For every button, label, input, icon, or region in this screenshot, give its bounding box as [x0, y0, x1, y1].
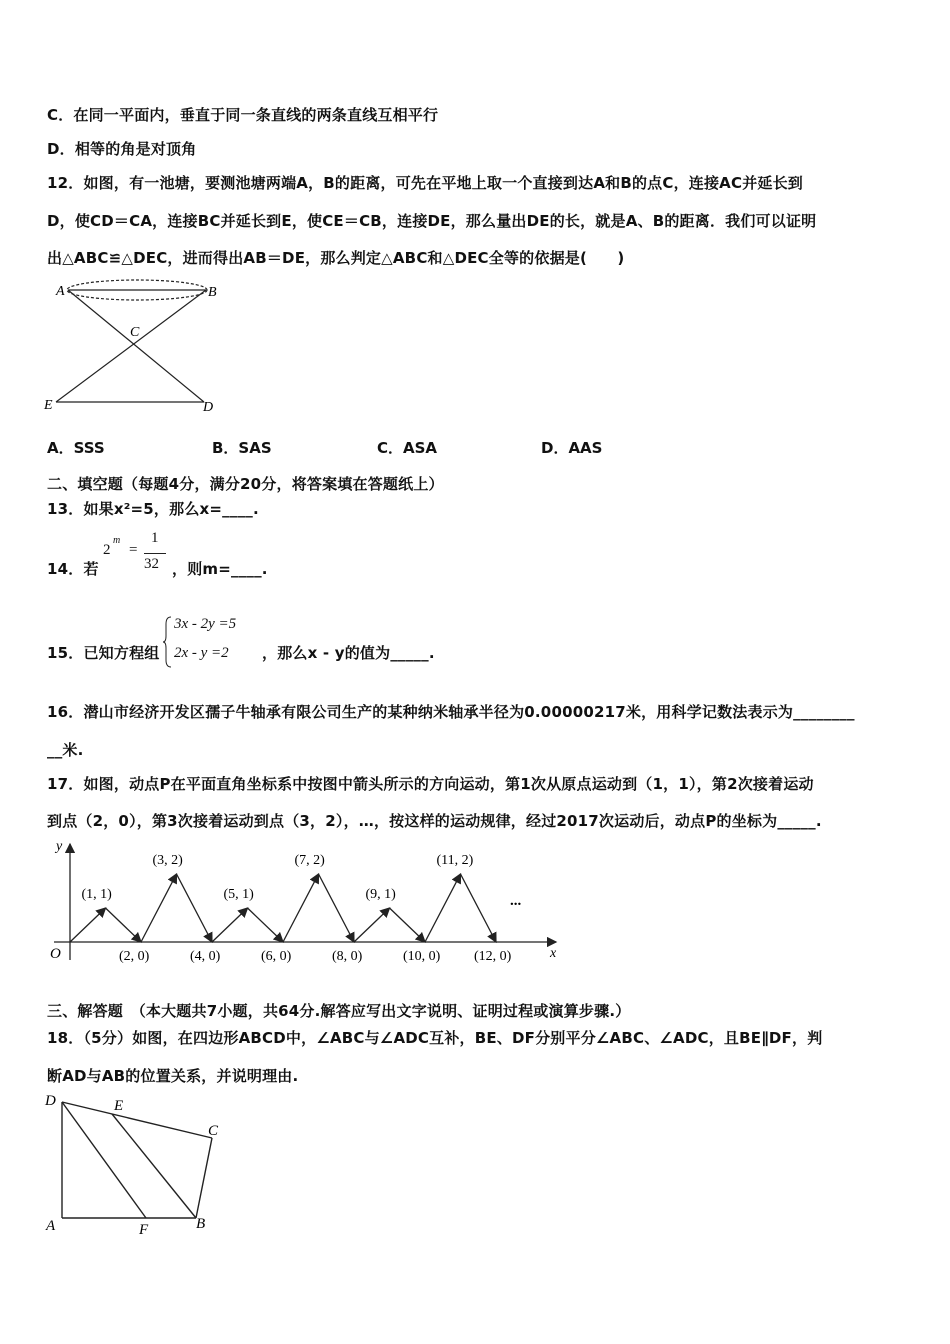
q17-line-2: 到点（2，0），第3次接着运动到点（3，2），…，按这样的运动规律，经过2017次运动后，动点P的坐标为_____.	[47, 812, 822, 830]
q15-suffix: ，那么x - y的值为_____.	[262, 644, 435, 662]
bottom-coordinate-label: (8, 0)	[332, 949, 363, 964]
top-coordinate-label: (3, 2)	[152, 853, 183, 868]
q16-line-2: __米.	[47, 741, 84, 759]
q12-line-3: 出△ABC≌△DEC，进而得出AB＝DE，那么判定△ABC和△DEC全等的依据是( )	[47, 249, 625, 267]
label-a: A	[56, 284, 65, 299]
figure-17-path	[40, 838, 565, 968]
q18-line-2: 断AD与AB的位置关系，并说明理由.	[47, 1067, 299, 1085]
q14-base: 2	[103, 542, 111, 558]
segment-bc	[196, 1138, 212, 1218]
path-segment	[177, 874, 213, 942]
bottom-coordinate-label: (6, 0)	[261, 949, 292, 964]
bottom-coordinate-label: (12, 0)	[474, 949, 512, 964]
q17-line-1: 17．如图，动点P在平面直角坐标系中按图中箭头所示的方向运动，第1次从原点运动到（1，1），第2次接着运动	[47, 775, 814, 793]
path-segment	[141, 874, 177, 942]
bottom-coordinate-label: (10, 0)	[403, 949, 441, 964]
continuation-dots: ...	[510, 893, 522, 909]
q14-equals: =	[129, 542, 138, 558]
q15-prefix: 15．已知方程组	[47, 644, 160, 662]
bottom-coordinate-label: (4, 0)	[190, 949, 221, 964]
path-segment	[390, 908, 426, 942]
q15-equation-2: 2x - y =2	[174, 645, 229, 661]
option-b-12: B．SAS	[212, 439, 272, 457]
path-segment	[248, 908, 284, 942]
q15-brace	[163, 616, 173, 668]
path-segment	[212, 908, 248, 942]
top-coordinate-label: (7, 2)	[294, 853, 325, 868]
path-segment	[425, 874, 461, 942]
label-d: D	[203, 400, 214, 415]
q14-suffix: ，则m=____.	[172, 560, 268, 578]
option-d-line: D．相等的角是对顶角	[47, 140, 197, 158]
q15-system	[163, 614, 263, 670]
x-axis-label: x	[550, 946, 557, 961]
path-segment	[354, 908, 390, 942]
origin-label: O	[50, 946, 61, 962]
path-segment	[106, 908, 142, 942]
label-e: E	[114, 1098, 124, 1114]
q14-equation	[103, 530, 169, 580]
top-coordinate-label: (5, 1)	[223, 887, 254, 902]
q13-line: 13．如果x²=5，那么x=____.	[47, 500, 259, 518]
option-c-12: C．ASA	[377, 439, 438, 457]
path-segment	[319, 874, 355, 942]
label-a: A	[46, 1218, 56, 1234]
label-c: C	[130, 325, 140, 340]
bottom-coordinate-label: (2, 0)	[119, 949, 150, 964]
q18-line-1: 18．（5分）如图，在四边形ABCD中，∠ABC与∠ADC互补，BE、DF分别平分∠ABC、∠ADC，且BE∥DF，判	[47, 1029, 823, 1047]
path-segment	[461, 874, 497, 942]
option-a-12: A．SSS	[47, 439, 105, 457]
q16-line-1: 16．潜山市经济开发区孺子牛轴承有限公司生产的某种纳米轴承半径为0.00000217米，用科学记数法表示为________	[47, 703, 855, 721]
label-b: B	[196, 1216, 206, 1232]
figure-18-quadrilateral	[40, 1090, 230, 1240]
q14-fraction-bar	[144, 553, 166, 554]
motion-path	[70, 874, 496, 942]
section-2-heading: 二、填空题（每题4分，满分20分，将答案填在答题纸上）	[47, 475, 444, 493]
top-coordinate-label: (1, 1)	[81, 887, 112, 902]
q15-equation-1: 3x - 2y =5	[174, 616, 237, 632]
figure-12-pond	[40, 276, 230, 421]
option-d-12: D．AAS	[541, 439, 603, 457]
top-coordinate-label: (11, 2)	[436, 853, 474, 868]
q14-prefix: 14．若	[47, 560, 99, 578]
segment-be	[112, 1114, 196, 1218]
label-f: F	[139, 1222, 149, 1238]
label-c: C	[208, 1123, 219, 1139]
label-e: E	[44, 398, 53, 413]
path-segment	[70, 908, 106, 942]
path-segment	[283, 874, 319, 942]
q12-line-2: D，使CD＝CA，连接BC并延长到E，使CE＝CB，连接DE，那么量出DE的长，就是A、B的距离．我们可以证明	[47, 212, 817, 230]
label-b: B	[208, 285, 217, 300]
top-coordinate-labels	[82, 853, 474, 902]
bottom-coordinate-labels	[119, 949, 512, 964]
q14-numerator: 1	[151, 530, 159, 546]
q14-exponent: m	[113, 535, 121, 546]
top-coordinate-label: (9, 1)	[365, 887, 396, 902]
q14-denominator: 32	[144, 556, 159, 572]
label-d: D	[45, 1093, 56, 1109]
section-3-heading: 三、解答题 （本大题共7小题，共64分.解答应写出文字说明、证明过程或演算步骤.）	[47, 1002, 631, 1020]
y-axis-label: y	[56, 839, 63, 854]
q12-line-1: 12．如图，有一池塘，要测池塘两端A，B的距离，可先在平地上取一个直接到达A和B的点C，连接AC并延长到	[47, 174, 803, 192]
option-c-line: C．在同一平面内，垂直于同一条直线的两条直线互相平行	[47, 106, 439, 124]
